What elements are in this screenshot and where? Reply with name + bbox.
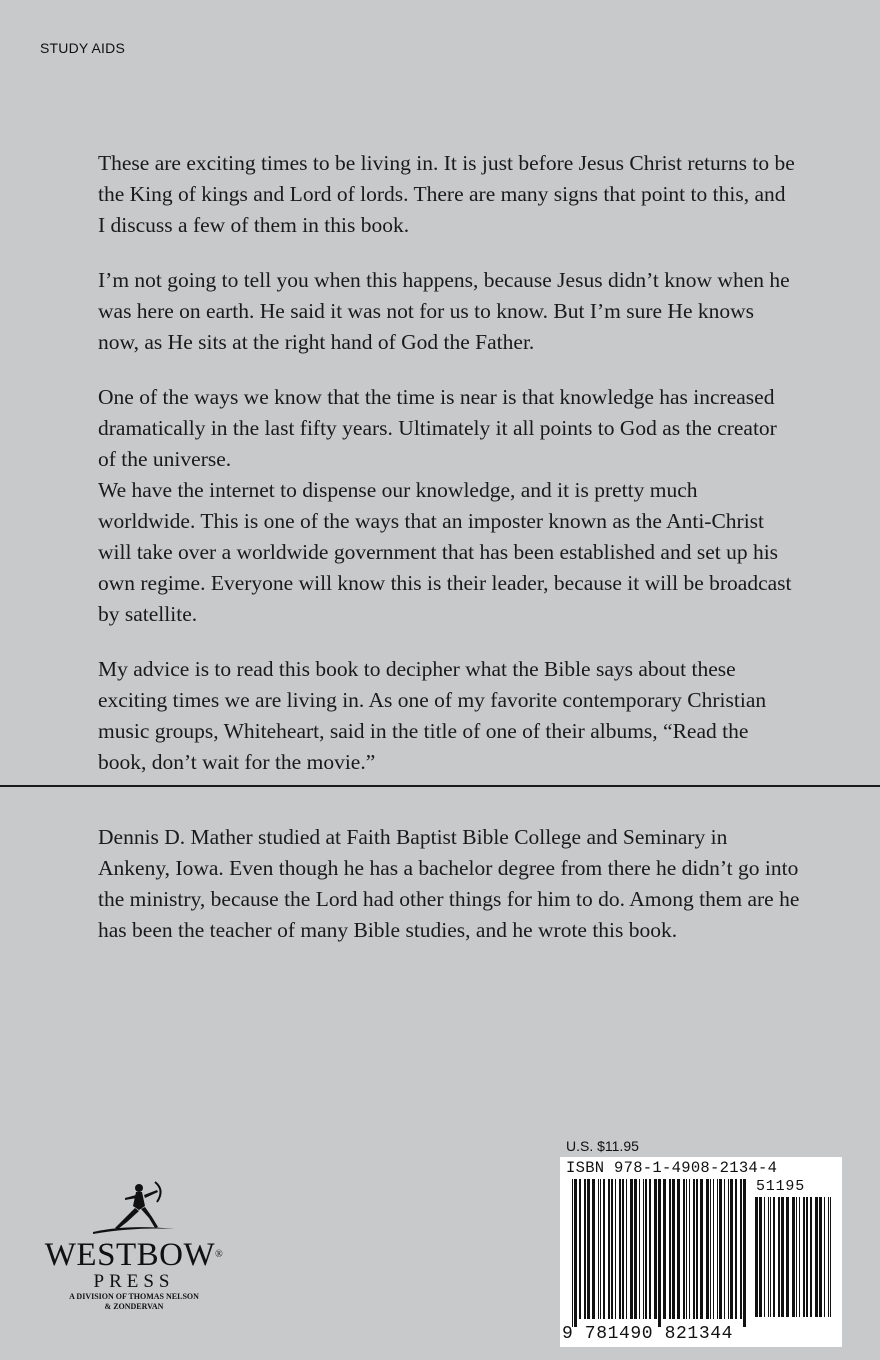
barcode-bar bbox=[608, 1179, 610, 1319]
barcode-bar bbox=[686, 1179, 687, 1319]
barcode-bar bbox=[574, 1179, 577, 1327]
barcode-bar bbox=[828, 1197, 829, 1317]
barcode-bar bbox=[579, 1179, 581, 1319]
barcode-bar bbox=[810, 1197, 812, 1317]
price-addon-number: 51195 bbox=[756, 1178, 806, 1195]
publisher-sub: PRESS bbox=[93, 1271, 175, 1292]
barcode-bar bbox=[572, 1179, 573, 1327]
barcode-bar bbox=[663, 1179, 666, 1319]
barcode-bar bbox=[819, 1197, 822, 1317]
barcode-bar bbox=[672, 1179, 675, 1319]
barcode-bar bbox=[768, 1197, 769, 1317]
publisher-logo bbox=[28, 1180, 240, 1350]
blurb-paragraph-1: These are exciting times to be living in. It is just before Jesus Christ returns to be the King of kings and Lord of lords. There are many signs that point to this, and I discuss a few of them in this book. bbox=[98, 151, 795, 237]
barcode-bar bbox=[824, 1197, 825, 1317]
barcode-bar bbox=[713, 1179, 714, 1319]
barcode-bar bbox=[759, 1197, 762, 1317]
barcode-bar bbox=[619, 1179, 621, 1319]
barcode-bar bbox=[639, 1179, 640, 1319]
barcode-bar bbox=[693, 1179, 695, 1319]
barcode-bar bbox=[792, 1197, 795, 1317]
barcode-bar bbox=[603, 1179, 605, 1319]
back-cover-blurb bbox=[98, 148, 798, 802]
barcode-bar bbox=[700, 1179, 703, 1319]
barcode-bar bbox=[683, 1179, 685, 1319]
blurb-paragraph-3: One of the ways we know that the time is near is that knowledge has increased dramatically in the last fifty years. Ultimately it all points to God as the creator of the universe. bbox=[98, 385, 777, 471]
barcode-bar bbox=[658, 1179, 661, 1327]
barcode-bar bbox=[735, 1179, 737, 1319]
barcode-bar bbox=[611, 1179, 613, 1319]
barcode-bar bbox=[626, 1179, 627, 1319]
barcode-bar bbox=[615, 1179, 616, 1319]
price-label: U.S. $11.95 bbox=[566, 1138, 639, 1154]
barcode-bar bbox=[669, 1179, 671, 1319]
barcode-bar bbox=[600, 1179, 601, 1319]
barcode-bar bbox=[778, 1197, 780, 1317]
isbn-barcode bbox=[560, 1157, 842, 1347]
ean-number: 9 781490 821344 bbox=[562, 1324, 734, 1344]
barcode-bar bbox=[710, 1179, 711, 1319]
blurb-paragraph-4: We have the internet to dispense our knowledge, and it is pretty much worldwide. This is one of the ways that an imposter known as the Anti-Christ will take over a worldwide government that has been established and set up his own regime. Everyone will know this is their leader, because it will be broadcast by satellite. bbox=[98, 478, 792, 626]
barcode-bar bbox=[643, 1179, 644, 1319]
publisher-division-2: & ZONDERVAN bbox=[104, 1302, 164, 1311]
barcode-bar bbox=[649, 1179, 651, 1319]
barcode-bar bbox=[815, 1197, 818, 1317]
publisher-division: A DIVISION OF THOMAS NELSON bbox=[69, 1292, 199, 1301]
barcode-bar bbox=[755, 1197, 758, 1317]
barcode-bar bbox=[696, 1179, 698, 1319]
barcode-bar bbox=[719, 1179, 722, 1319]
archer-icon bbox=[89, 1180, 179, 1238]
barcode-bar bbox=[803, 1197, 805, 1317]
barcode-bar bbox=[634, 1179, 637, 1319]
barcode-bar bbox=[592, 1179, 595, 1319]
barcode-bar bbox=[764, 1197, 765, 1317]
blurb-paragraph-2: I’m not going to tell you when this happens, because Jesus didn’t know when he was here on earth. He said it was not for us to know. But I’m sure He knows now, as He sits at the right hand of God the Father. bbox=[98, 268, 790, 354]
addon-barcode-bars bbox=[753, 1197, 835, 1325]
barcode-bar bbox=[622, 1179, 624, 1319]
barcode-bar bbox=[724, 1179, 725, 1319]
barcode-bar bbox=[743, 1179, 746, 1327]
category-label: STUDY AIDS bbox=[40, 40, 125, 56]
barcode-bar bbox=[598, 1179, 599, 1319]
blurb-paragraph-5: My advice is to read this book to decipher what the Bible says about these exciting times we are living in. As one of my favorite contemporary Christian music groups, Whiteheart, said in the title of one of their albums, “Read the book, don’t wait for the movie.” bbox=[98, 657, 767, 774]
barcode-bar bbox=[830, 1197, 831, 1317]
author-bio: Dennis D. Mather studied at Faith Baptist Bible College and Seminary in Ankeny, Iowa. Even though he has a bachelor degree from there he didn’t go into the ministry, because the Lord had other things for him to do. Among them are he has been the teacher of many Bible studies, and he wrote this book. bbox=[98, 825, 800, 942]
barcode-bar bbox=[717, 1179, 718, 1319]
barcode-bar bbox=[740, 1179, 742, 1319]
publisher-name bbox=[28, 1238, 240, 1272]
barcode-bar bbox=[645, 1179, 647, 1319]
barcode-bar bbox=[773, 1197, 775, 1317]
barcode-bar bbox=[786, 1197, 789, 1317]
barcode-bar bbox=[781, 1197, 784, 1317]
barcode-bar bbox=[587, 1179, 590, 1319]
barcode-bar bbox=[584, 1179, 586, 1319]
barcode-bar bbox=[689, 1179, 690, 1319]
barcode-bar bbox=[770, 1197, 771, 1317]
barcode-bar bbox=[806, 1197, 808, 1317]
barcode-bar bbox=[630, 1179, 633, 1319]
section-divider bbox=[0, 785, 880, 787]
ean-barcode-bars bbox=[570, 1179, 750, 1327]
barcode-bar bbox=[796, 1197, 797, 1317]
barcode-bar bbox=[654, 1179, 657, 1319]
registered-mark: ® bbox=[215, 1249, 224, 1260]
barcode-bar bbox=[706, 1179, 709, 1319]
barcode-bar bbox=[677, 1179, 680, 1319]
publisher-name-text: WESTBOW bbox=[44, 1237, 216, 1273]
isbn-text: ISBN 978-1-4908-2134-4 bbox=[566, 1159, 778, 1177]
barcode-bar bbox=[799, 1197, 800, 1317]
barcode-bar bbox=[730, 1179, 733, 1319]
barcode-bar bbox=[728, 1179, 729, 1319]
